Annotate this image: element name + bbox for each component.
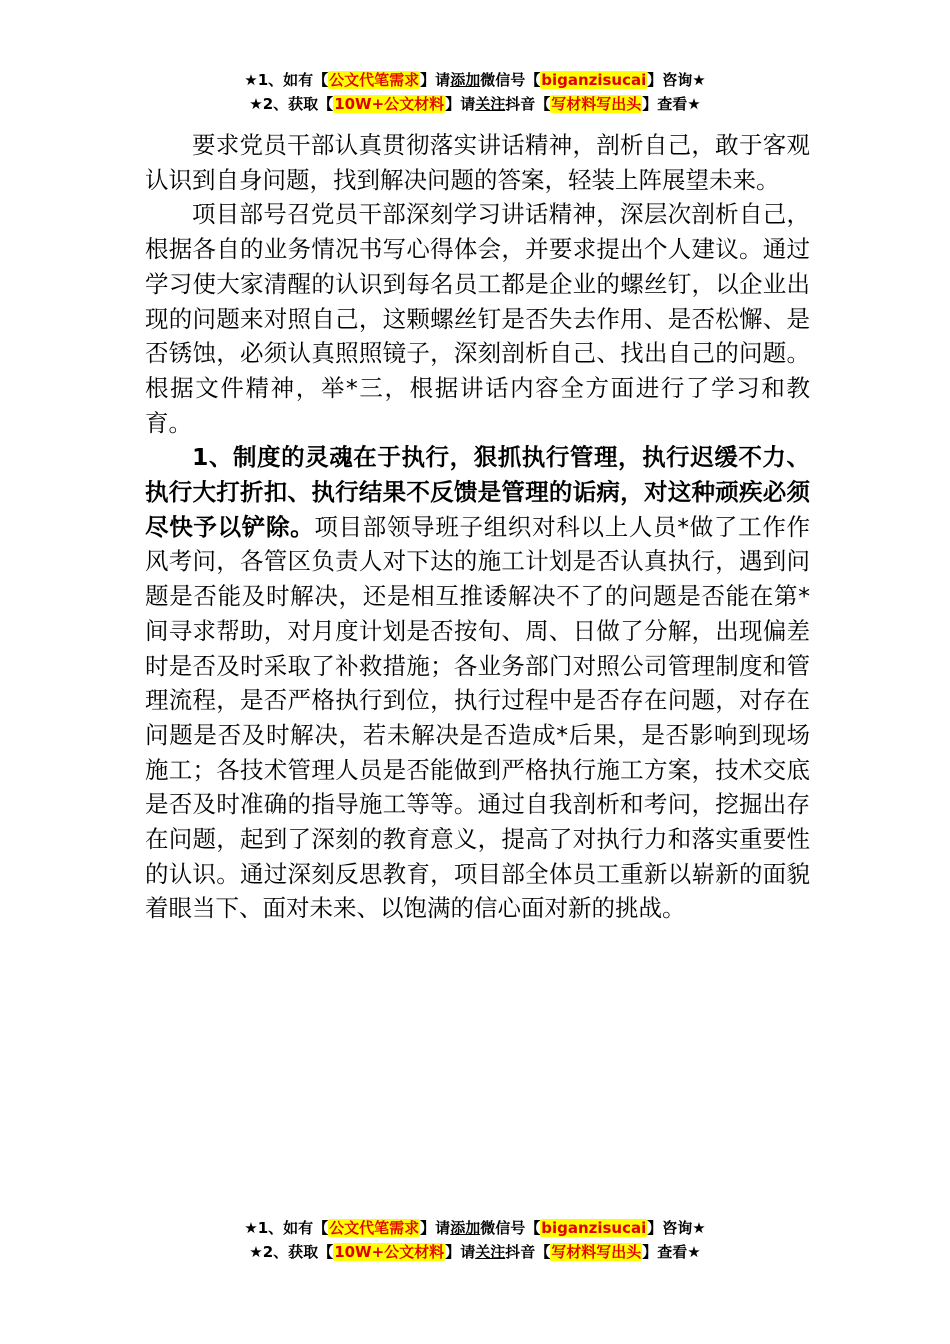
highlight-douyin-account: 写材料写出头 — [551, 1243, 642, 1261]
highlight-materials: 10W+公文材料 — [334, 1243, 445, 1261]
paragraph-execution: 1、制度的灵魂在于执行，狠抓执行管理，执行迟缓不力、执行大打折扣、执行结果不反馈是管理的诟病，对这种顽疾必须尽快予以铲除。项目部领导班子组织对科以上人员*做了工作作风考问，各管区负责人对下达的施工计划是否认真执行，遇到问题是否能及时解决，还是相互推诿解决不了的问题是否能在第*间寻求帮助，对月度计划是否按旬、周、日做了分解，出现偏差时是否及时采取了补救措施；各业务部门对照公司管理制度和管理流程，是否严格执行到位，执行过程中是否存在问题，对存在问题是否及时解决，若未解决是否造成*后果，是否影响到现场施工；各技术管理人员是否能做到严格执行施工方案，技术交底是否及时准确的指导施工等等。通过自我剖析和考问，挖掘出存在问题，起到了深刻的教育意义，提高了对执行力和落实重要性的认识。通过深刻反思教育，项目部全体员工重新以崭新的面貌着眼当下、面对未来、以饱满的信心面对新的挑战。 — [145, 443, 811, 923]
highlight-service: 公文代笔需求 — [329, 71, 420, 89]
highlight-wechat-id: biganzisucai — [541, 1219, 647, 1237]
underlined-follow: 关注 — [475, 1243, 506, 1261]
header-banner — [0, 68, 950, 116]
footer-line-1: ★1、如有【公文代笔需求】请添加微信号【biganzisucai】咨询★ — [244, 1219, 706, 1237]
document-body — [145, 128, 810, 926]
highlight-wechat-id: biganzisucai — [541, 71, 647, 89]
underlined-add: 添加 — [450, 1219, 481, 1237]
footer-line-2: ★2、获取【10W+公文材料】请关注抖音【写材料写出头】查看★ — [249, 1243, 701, 1261]
paragraph-study: 项目部号召党员干部深刻学习讲话精神，深层次剖析自己，根据各自的业务情况书写心得体会，并要求提出个人建议。通过学习使大家清醒的认识到每名员工都是企业的螺丝钉，以企业出现的问题来对照自己，这颗螺丝钉是否失去作用、是否松懈、是否锈蚀，必须认真照照镜子，深刻剖析自己、找出自己的问题。根据文件精神，举*三，根据讲话内容全方面进行了学习和教育。 — [145, 200, 810, 437]
highlight-service: 公文代笔需求 — [329, 1219, 420, 1237]
footer-banner — [0, 1216, 950, 1264]
banner-line-2: ★2、获取【10W+公文材料】请关注抖音【写材料写出头】查看★ — [249, 95, 701, 113]
highlight-douyin-account: 写材料写出头 — [551, 95, 642, 113]
underlined-follow: 关注 — [475, 95, 506, 113]
highlight-materials: 10W+公文材料 — [334, 95, 445, 113]
underlined-add: 添加 — [450, 71, 481, 89]
paragraph-heading: 1、制度的灵魂在于执行，狠抓执行管理，执行迟缓不力、执行大打折扣、执行结果不反馈是管理的诟病，对这种顽疾必须尽快予以铲除。 — [145, 443, 810, 541]
banner-line-1: ★1、如有【公文代笔需求】请添加微信号【biganzisucai】咨询★ — [244, 71, 706, 89]
paragraph-continued: 要求党员干部认真贯彻落实讲话精神，剖析自己，敢于客观认识到自身问题，找到解决问题的答案，轻装上阵展望未来。 — [145, 131, 810, 194]
